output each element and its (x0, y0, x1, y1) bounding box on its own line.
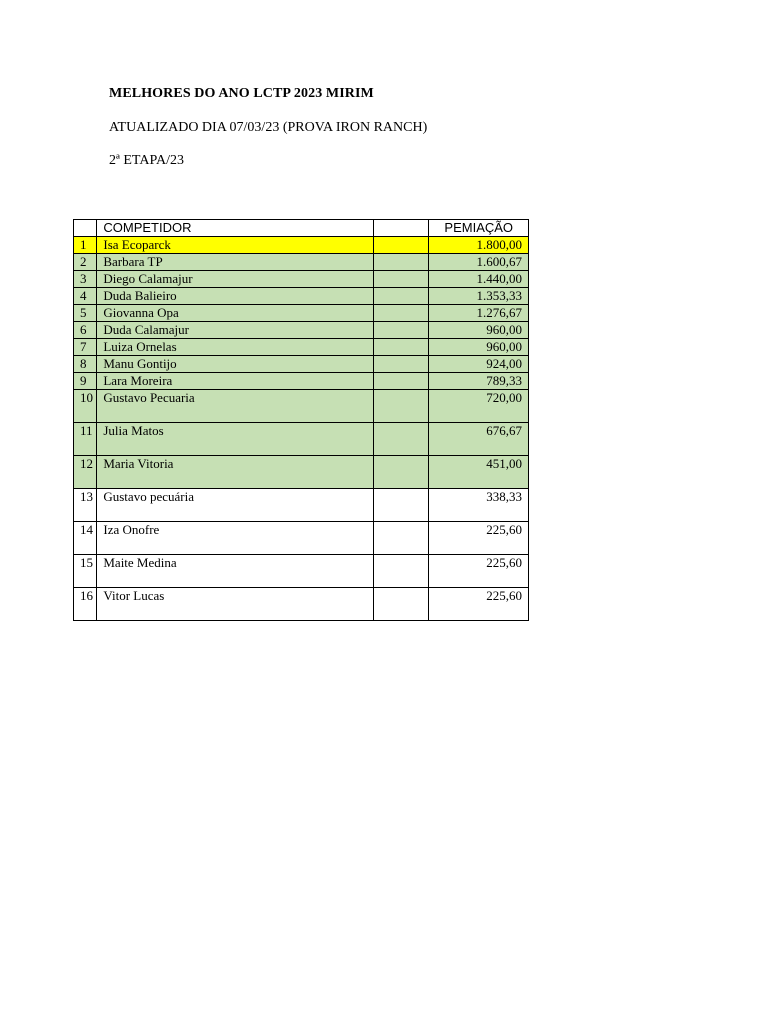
competitor-name: Isa Ecoparck (97, 237, 373, 254)
table-row (74, 456, 529, 489)
blank-cell (373, 237, 429, 254)
position-cell: 6 (74, 322, 97, 339)
prize-value: 1.600,67 (429, 254, 529, 271)
competitor-name: Luiza Ornelas (97, 339, 373, 356)
blank-cell (373, 339, 429, 356)
prize-value: 1.353,33 (429, 288, 529, 305)
table-row (74, 254, 529, 271)
position-cell: 8 (74, 356, 97, 373)
position-cell: 13 (74, 489, 97, 522)
prize-value: 225,60 (429, 588, 529, 621)
table-row (74, 288, 529, 305)
table-row (74, 271, 529, 288)
blank-cell (373, 555, 429, 588)
position-cell: 11 (74, 423, 97, 456)
prize-value: 676,67 (429, 423, 529, 456)
blank-cell (373, 254, 429, 271)
header-prize: PEMIAÇÃO (429, 220, 529, 237)
table-row (74, 237, 529, 254)
blank-cell (373, 356, 429, 373)
blank-cell (373, 288, 429, 305)
position-cell: 7 (74, 339, 97, 356)
position-cell: 2 (74, 254, 97, 271)
prize-value: 1.800,00 (429, 237, 529, 254)
prize-value: 338,33 (429, 489, 529, 522)
prize-value: 789,33 (429, 373, 529, 390)
table-row (74, 373, 529, 390)
table-row (74, 588, 529, 621)
table-row (74, 522, 529, 555)
competitor-name: Maria Vitoria (97, 456, 373, 489)
table-row (74, 322, 529, 339)
position-cell: 1 (74, 237, 97, 254)
competitor-name: Duda Balieiro (97, 288, 373, 305)
table-row (74, 305, 529, 322)
table-row (74, 339, 529, 356)
competitor-name: Giovanna Opa (97, 305, 373, 322)
prize-value: 720,00 (429, 390, 529, 423)
blank-cell (373, 305, 429, 322)
competitor-name: Barbara TP (97, 254, 373, 271)
blank-cell (373, 456, 429, 489)
header-blank-cell (373, 220, 429, 237)
prize-value: 960,00 (429, 339, 529, 356)
table-row (74, 555, 529, 588)
blank-cell (373, 271, 429, 288)
position-cell: 5 (74, 305, 97, 322)
prize-value: 960,00 (429, 322, 529, 339)
blank-cell (373, 322, 429, 339)
blank-cell (373, 588, 429, 621)
competitor-name: Julia Matos (97, 423, 373, 456)
blank-cell (373, 390, 429, 423)
position-cell: 15 (74, 555, 97, 588)
prize-value: 225,60 (429, 522, 529, 555)
competitor-name: Duda Calamajur (97, 322, 373, 339)
header-competitor: COMPETIDOR (97, 220, 373, 237)
blank-cell (373, 373, 429, 390)
position-cell: 9 (74, 373, 97, 390)
header-position-cell (74, 220, 97, 237)
prize-value: 924,00 (429, 356, 529, 373)
competitor-name: Maite Medina (97, 555, 373, 588)
table-row (74, 489, 529, 522)
competitor-name: Gustavo Pecuaria (97, 390, 373, 423)
blank-cell (373, 522, 429, 555)
table-row (74, 423, 529, 456)
position-cell: 10 (74, 390, 97, 423)
update-subtitle: ATUALIZADO DIA 07/03/23 (PROVA IRON RANCH) (109, 120, 428, 135)
position-cell: 12 (74, 456, 97, 489)
table-row (74, 356, 529, 373)
blank-cell (373, 489, 429, 522)
prize-value: 1.440,00 (429, 271, 529, 288)
prize-value: 225,60 (429, 555, 529, 588)
competitor-name: Vitor Lucas (97, 588, 373, 621)
document-title: MELHORES DO ANO LCTP 2023 MIRIM (109, 86, 374, 101)
blank-cell (373, 423, 429, 456)
competitor-name: Lara Moreira (97, 373, 373, 390)
stage-label: 2ª ETAPA/23 (109, 153, 184, 168)
table-row (74, 390, 529, 423)
position-cell: 14 (74, 522, 97, 555)
competitor-name: Diego Calamajur (97, 271, 373, 288)
position-cell: 16 (74, 588, 97, 621)
competitor-name: Manu Gontijo (97, 356, 373, 373)
ranking-table (73, 219, 529, 621)
prize-value: 1.276,67 (429, 305, 529, 322)
position-cell: 4 (74, 288, 97, 305)
competitor-name: Gustavo pecuária (97, 489, 373, 522)
prize-value: 451,00 (429, 456, 529, 489)
table-header-row (74, 220, 529, 237)
position-cell: 3 (74, 271, 97, 288)
competitor-name: Iza Onofre (97, 522, 373, 555)
